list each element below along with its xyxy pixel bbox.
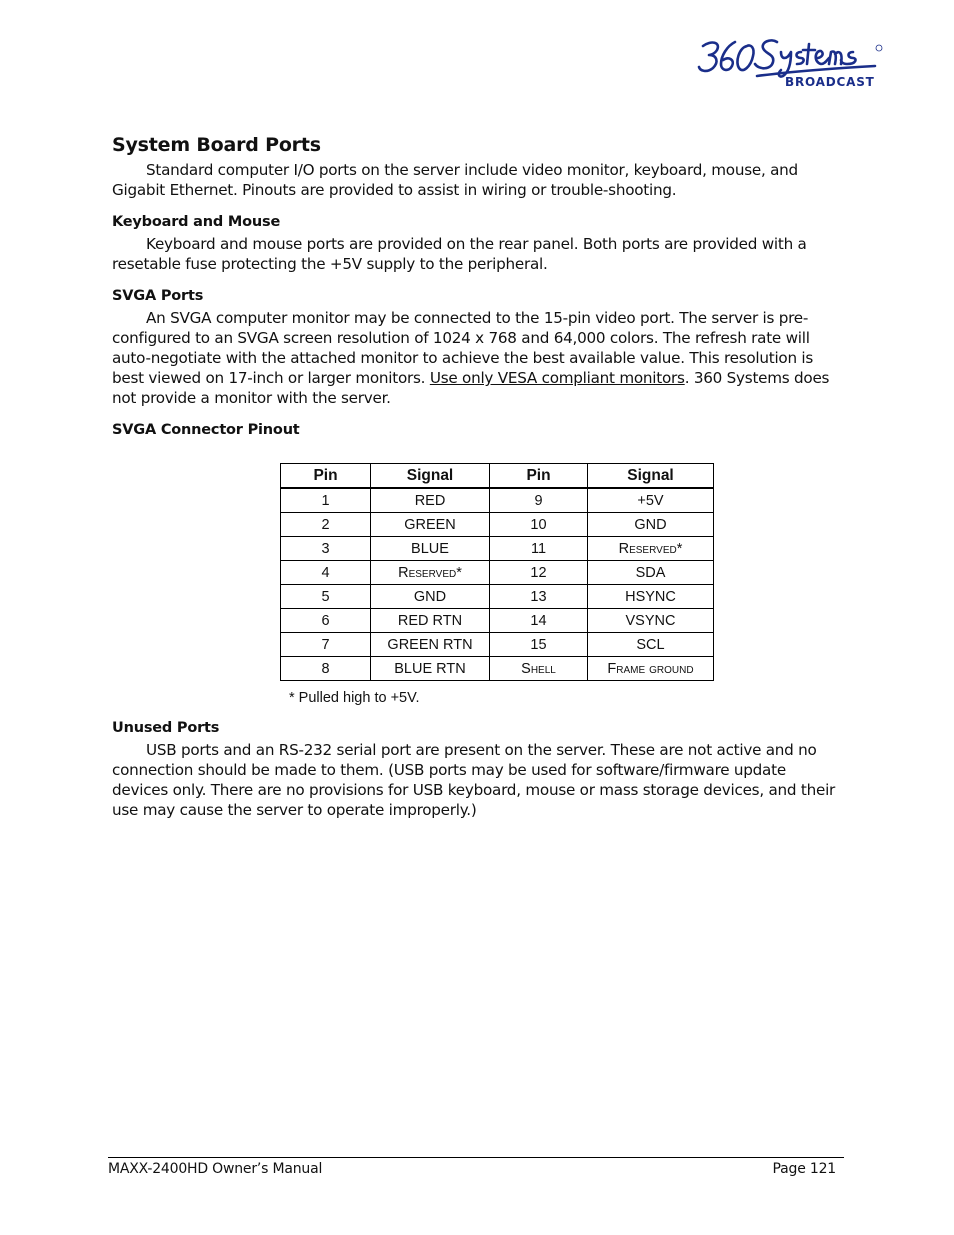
table-row bbox=[281, 585, 714, 609]
table-cell: 15 bbox=[490, 633, 588, 657]
table-cell: 10 bbox=[490, 513, 588, 537]
table-cell: Reserved* bbox=[588, 537, 714, 561]
pinout-table-wrap bbox=[280, 463, 844, 706]
table-row bbox=[281, 657, 714, 681]
table-cell: 13 bbox=[490, 585, 588, 609]
svga-section-text bbox=[112, 308, 844, 408]
table-cell: 1 bbox=[281, 488, 371, 513]
table-header-row bbox=[281, 464, 714, 489]
unused-section-title: Unused Ports bbox=[112, 720, 220, 736]
table-cell: GREEN bbox=[371, 513, 490, 537]
table-cell: Reserved* bbox=[371, 561, 490, 585]
table-row bbox=[281, 488, 714, 513]
table-cell: BLUE bbox=[371, 537, 490, 561]
table-cell: 12 bbox=[490, 561, 588, 585]
table-cell: Frame ground bbox=[588, 657, 714, 681]
table-cell: Shell bbox=[490, 657, 588, 681]
table-cell: 4 bbox=[281, 561, 371, 585]
table-row bbox=[281, 633, 714, 657]
company-logo bbox=[697, 36, 887, 92]
table-cell: 8 bbox=[281, 657, 371, 681]
table-cell: HSYNC bbox=[588, 585, 714, 609]
svga-text-before: An SVGA computer monitor may be connected to the 15-pin video port. The server is pre-configured to an SVGA screen resolution of 1024 x 768 and 64,000 colors. The refresh rate will auto-negotiate with the attached monitor to achieve the best available value. This resolution is best viewed on 17-inch or larger monitors. bbox=[112, 309, 814, 387]
main-content bbox=[112, 134, 844, 820]
table-cell: 11 bbox=[490, 537, 588, 561]
intro-paragraph: Standard computer I/O ports on the server include video monitor, keyboard, mouse, and Gigabit Ethernet. Pinouts are provided to assist in wiring or trouble-shooting. bbox=[112, 161, 798, 199]
table-row bbox=[281, 513, 714, 537]
table-cell: BLUE RTN bbox=[371, 657, 490, 681]
table-cell: +5V bbox=[588, 488, 714, 513]
table-cell: RED RTN bbox=[371, 609, 490, 633]
table-cell: 2 bbox=[281, 513, 371, 537]
footer-manual-title: MAXX-2400HD Owner’s Manual bbox=[108, 1161, 323, 1177]
table-cell: 5 bbox=[281, 585, 371, 609]
table-row bbox=[281, 561, 714, 585]
vesa-note: Use only VESA compliant monitors bbox=[429, 369, 685, 387]
table-footnote: * Pulled high to +5V. bbox=[289, 690, 420, 706]
table-cell: 9 bbox=[490, 488, 588, 513]
table-cell: SCL bbox=[588, 633, 714, 657]
table-cell: 7 bbox=[281, 633, 371, 657]
table-cell: RED bbox=[371, 488, 490, 513]
logo-broadcast-text: BROADCAST bbox=[785, 75, 875, 89]
keyboard-section-title: Keyboard and Mouse bbox=[112, 214, 281, 230]
header-signal: Signal bbox=[588, 464, 714, 489]
table-cell: GND bbox=[588, 513, 714, 537]
table-cell: SDA bbox=[588, 561, 714, 585]
pinout-section-title: SVGA Connector Pinout bbox=[112, 422, 300, 438]
table-cell: GREEN RTN bbox=[371, 633, 490, 657]
header-pin: Pin bbox=[490, 464, 588, 489]
unused-section-text: USB ports and an RS-232 serial port are present on the server. These are not active and no connection should be made to them. (USB ports may be used for software/firmware update devices only. There are no provisions for USB keyboard, mouse or mass storage devices, and their use may cause the server to operate improperly.) bbox=[112, 741, 836, 819]
table-cell: 3 bbox=[281, 537, 371, 561]
page-footer bbox=[108, 1157, 844, 1177]
table-row bbox=[281, 537, 714, 561]
svga-section-title: SVGA Ports bbox=[112, 288, 204, 304]
svga-text-after: . 360 Systems does not provide a monitor with the server. bbox=[112, 369, 830, 407]
table-cell: 14 bbox=[490, 609, 588, 633]
keyboard-section-text: Keyboard and mouse ports are provided on the rear panel. Both ports are provided with a resetable fuse protecting the +5V supply to the peripheral. bbox=[112, 235, 807, 273]
page-title: System Board Ports bbox=[112, 134, 321, 156]
header-pin: Pin bbox=[281, 464, 371, 489]
pinout-table bbox=[280, 463, 714, 681]
header-signal: Signal bbox=[371, 464, 490, 489]
page-number: Page 121 bbox=[772, 1161, 836, 1177]
table-row bbox=[281, 609, 714, 633]
table-cell: GND bbox=[371, 585, 490, 609]
table-cell: VSYNC bbox=[588, 609, 714, 633]
table-cell: 6 bbox=[281, 609, 371, 633]
